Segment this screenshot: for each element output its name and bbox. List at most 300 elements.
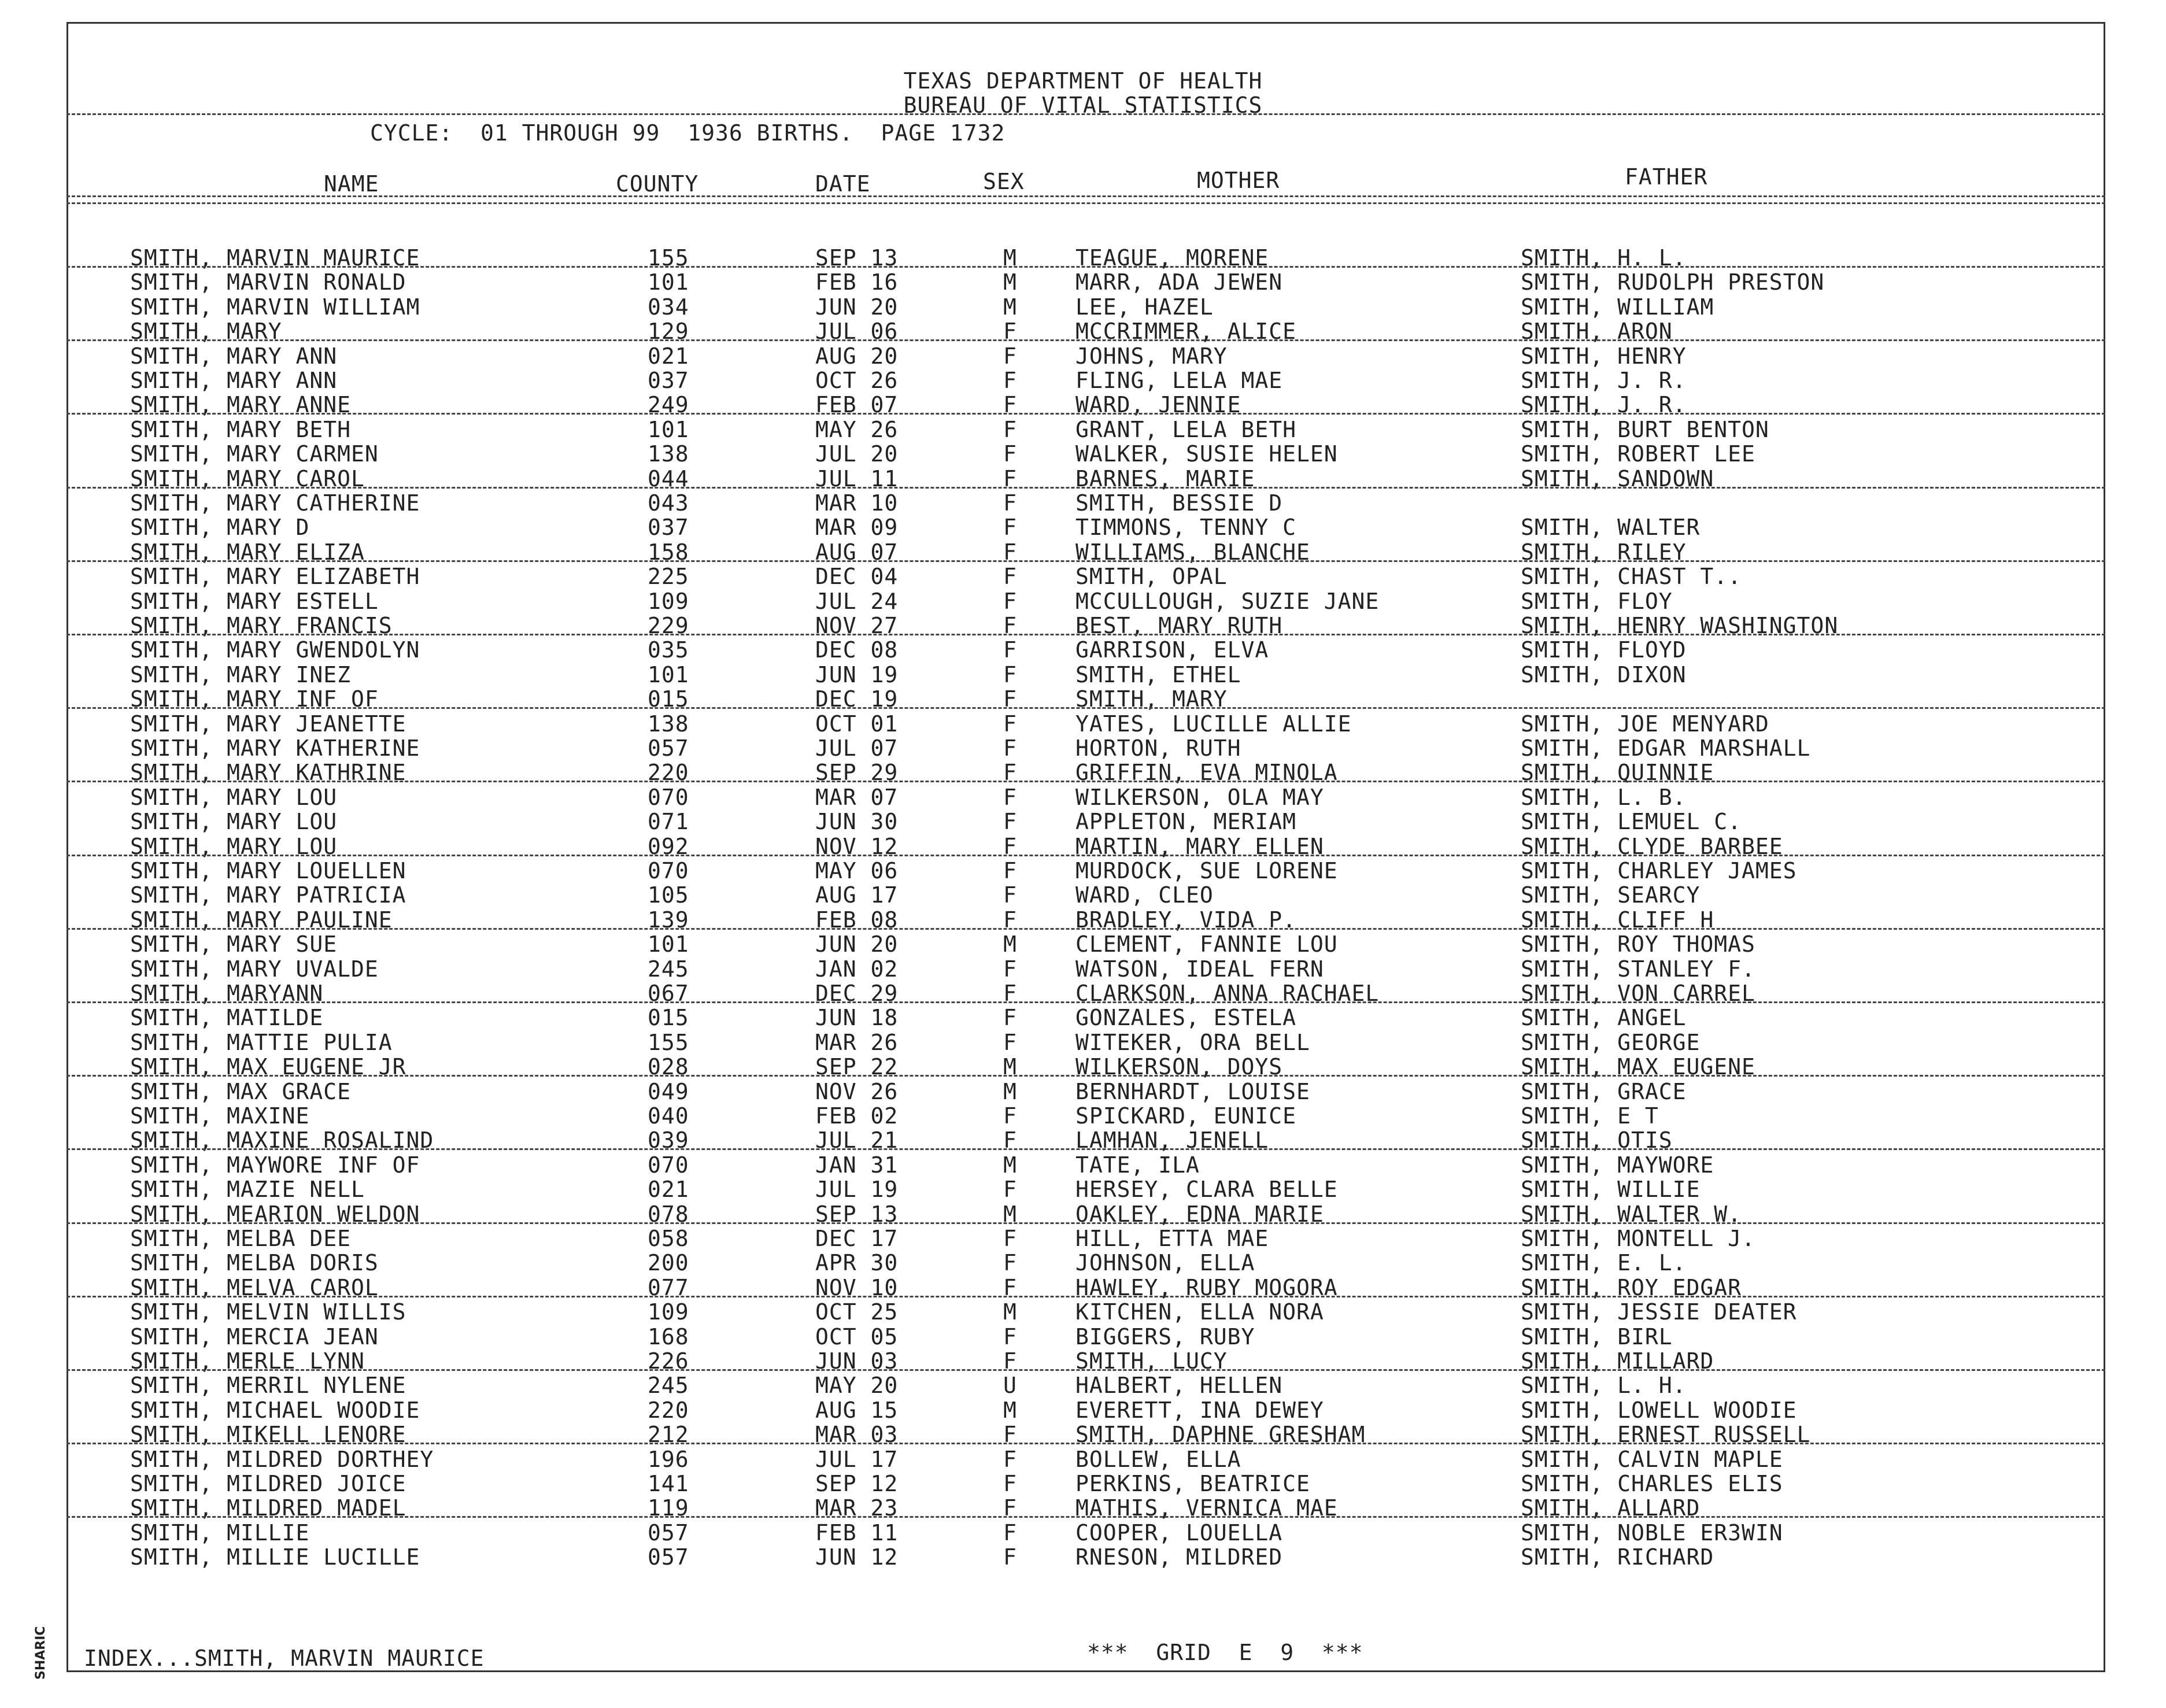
date-cell: NOV 26 — [815, 1079, 899, 1104]
name-cell: SMITH, MARY D — [130, 515, 310, 540]
name-cell: SMITH, MEARION WELDON — [130, 1201, 420, 1227]
county-cell: 015 — [648, 686, 689, 712]
sex-cell: F — [1003, 1226, 1017, 1251]
county-cell: 037 — [648, 515, 689, 540]
date-cell: SEP 12 — [815, 1471, 899, 1496]
father-cell: SMITH, E T — [1521, 1103, 1659, 1129]
row-group-divider — [66, 707, 2105, 709]
date-cell: JUN 12 — [815, 1544, 899, 1570]
sex-cell: M — [1003, 1152, 1017, 1178]
sex-cell: F — [1003, 1127, 1017, 1153]
sex-cell: M — [1003, 245, 1017, 271]
date-cell: JUN 03 — [815, 1348, 899, 1374]
sex-cell: F — [1003, 882, 1017, 908]
county-cell: 155 — [648, 1030, 689, 1055]
grid-footer: *** GRID E 9 *** — [1087, 1640, 1363, 1665]
date-cell: JUL 06 — [815, 319, 899, 344]
date-cell: SEP 29 — [815, 760, 899, 785]
mother-cell: WATSON, IDEAL FERN — [1075, 956, 1324, 982]
father-cell: SMITH, H. L. — [1521, 245, 1687, 271]
mother-cell: EVERETT, INA DEWEY — [1075, 1398, 1324, 1423]
sex-cell: F — [1003, 637, 1017, 663]
sex-cell: F — [1003, 392, 1017, 417]
mother-cell: TIMMONS, TENNY C — [1075, 515, 1297, 540]
sex-cell: F — [1003, 1275, 1017, 1300]
county-cell: 101 — [648, 931, 689, 957]
county-cell: 158 — [648, 539, 689, 565]
mother-cell: JOHNSON, ELLA — [1075, 1250, 1255, 1276]
column-header-sex: SEX — [983, 169, 1025, 194]
table-row — [0, 931, 2166, 956]
mother-cell: BEST, MARY RUTH — [1075, 613, 1283, 638]
father-cell: SMITH, VON CARREL — [1521, 981, 1755, 1006]
name-cell: SMITH, MAXINE — [130, 1103, 310, 1129]
county-cell: 057 — [648, 735, 689, 761]
table-row — [0, 809, 2166, 833]
name-cell: SMITH, MARY ANN — [130, 343, 338, 369]
county-cell: 109 — [648, 1299, 689, 1325]
sex-cell: F — [1003, 319, 1017, 344]
date-cell: JUL 17 — [815, 1447, 899, 1472]
sex-cell: F — [1003, 686, 1017, 712]
mother-cell: APPLETON, MERIAM — [1075, 809, 1297, 834]
mother-cell: GRIFFIN, EVA MINOLA — [1075, 760, 1338, 785]
father-cell: SMITH, DIXON — [1521, 662, 1687, 687]
mother-cell: GRANT, LELA BETH — [1075, 417, 1297, 442]
name-cell: SMITH, MARVIN MAURICE — [130, 245, 420, 271]
county-cell: 035 — [648, 637, 689, 663]
mother-cell: GONZALES, ESTELA — [1075, 1005, 1297, 1030]
county-cell: 040 — [648, 1103, 689, 1129]
mother-cell: MCCRIMMER, ALICE — [1075, 319, 1297, 344]
column-header-father: FATHER — [1625, 164, 1708, 190]
sex-cell: F — [1003, 1447, 1017, 1472]
row-group-divider — [66, 1001, 2105, 1003]
name-cell: SMITH, MARY PATRICIA — [130, 882, 406, 908]
row-group-divider — [66, 487, 2105, 489]
father-cell: SMITH, HENRY — [1521, 343, 1687, 369]
county-cell: 226 — [648, 1348, 689, 1374]
sex-cell: F — [1003, 539, 1017, 565]
father-cell: SMITH, RUDOLPH PRESTON — [1521, 269, 1825, 295]
name-cell: SMITH, MERLE LYNN — [130, 1348, 365, 1374]
father-cell: SMITH, WALTER W. — [1521, 1201, 1742, 1227]
sex-cell: F — [1003, 1324, 1017, 1350]
father-cell: SMITH, SANDOWN — [1521, 466, 1714, 491]
row-group-divider — [66, 266, 2105, 268]
date-cell: JUN 20 — [815, 294, 899, 320]
date-cell: OCT 05 — [815, 1324, 899, 1350]
mother-cell: MCCULLOUGH, SUZIE JANE — [1075, 589, 1380, 614]
header-divider — [66, 113, 2105, 115]
name-cell: SMITH, MELBA DORIS — [130, 1250, 379, 1276]
mother-cell: CLARKSON, ANNA RACHAEL — [1075, 981, 1380, 1006]
name-cell: SMITH, MAX EUGENE JR — [130, 1054, 406, 1079]
date-cell: AUG 20 — [815, 343, 899, 369]
row-group-divider — [66, 855, 2105, 856]
mother-cell: HILL, ETTA MAE — [1075, 1226, 1269, 1251]
father-cell: SMITH, MAYWORE — [1521, 1152, 1714, 1178]
row-group-divider — [66, 339, 2105, 341]
sex-cell: F — [1003, 1177, 1017, 1202]
column-header-mother: MOTHER — [1197, 168, 1280, 193]
sex-cell: F — [1003, 662, 1017, 687]
table-row — [0, 1447, 2166, 1471]
name-cell: SMITH, MARY BETH — [130, 417, 352, 442]
mother-cell: WITEKER, ORA BELL — [1075, 1030, 1310, 1055]
sex-cell: M — [1003, 294, 1017, 320]
date-cell: AUG 17 — [815, 882, 899, 908]
mother-cell: SMITH, ETHEL — [1075, 662, 1241, 687]
sex-cell: M — [1003, 1398, 1017, 1423]
father-cell: SMITH, CLIFF H — [1521, 907, 1714, 933]
name-cell: SMITH, MARY FRANCIS — [130, 613, 393, 638]
father-cell: SMITH, LOWELL WOODIE — [1521, 1398, 1797, 1423]
county-cell: 058 — [648, 1226, 689, 1251]
county-cell: 245 — [648, 1373, 689, 1398]
date-cell: MAR 23 — [815, 1495, 899, 1521]
cycle-line: CYCLE: 01 THROUGH 99 1936 BIRTHS. PAGE 1732 — [370, 120, 1006, 146]
table-row — [0, 1103, 2166, 1127]
sex-cell: F — [1003, 735, 1017, 761]
name-cell: SMITH, MERRIL NYLENE — [130, 1373, 406, 1398]
father-cell: SMITH, L. H. — [1521, 1373, 1687, 1398]
mother-cell: WILKERSON, OLA MAY — [1075, 785, 1324, 810]
sex-cell: F — [1003, 1471, 1017, 1496]
name-cell: SMITH, MARY ANNE — [130, 392, 352, 417]
row-group-divider — [66, 560, 2105, 562]
county-cell: 067 — [648, 981, 689, 1006]
father-cell: SMITH, SEARCY — [1521, 882, 1701, 908]
name-cell: SMITH, MAXINE ROSALIND — [130, 1127, 434, 1153]
mother-cell: WARD, CLEO — [1075, 882, 1214, 908]
sex-cell: F — [1003, 1005, 1017, 1030]
mother-cell: BIGGERS, RUBY — [1075, 1324, 1255, 1350]
date-cell: DEC 19 — [815, 686, 899, 712]
father-cell: SMITH, STANLEY F. — [1521, 956, 1755, 982]
sex-cell: U — [1003, 1373, 1017, 1398]
date-cell: SEP 13 — [815, 245, 899, 271]
table-row — [0, 735, 2166, 760]
date-cell: MAY 06 — [815, 858, 899, 883]
date-cell: JUN 20 — [815, 931, 899, 957]
father-cell: SMITH, ARON — [1521, 319, 1673, 344]
county-cell: 078 — [648, 1201, 689, 1227]
father-cell: SMITH, LEMUEL C. — [1521, 809, 1742, 834]
name-cell: SMITH, MARY LOU — [130, 809, 338, 834]
mother-cell: MARR, ADA JEWEN — [1075, 269, 1283, 295]
mother-cell: SPICKARD, EUNICE — [1075, 1103, 1297, 1129]
county-cell: 225 — [648, 564, 689, 589]
county-cell: 220 — [648, 1398, 689, 1423]
row-group-divider — [66, 781, 2105, 782]
name-cell: SMITH, MARY — [130, 319, 282, 344]
row-group-divider — [66, 1516, 2105, 1518]
sex-cell: F — [1003, 490, 1017, 516]
father-cell: SMITH, ROBERT LEE — [1521, 441, 1755, 467]
mother-cell: HORTON, RUTH — [1075, 735, 1241, 761]
table-row — [0, 1324, 2166, 1348]
county-cell: 034 — [648, 294, 689, 320]
name-cell: SMITH, MAYWORE INF OF — [130, 1152, 420, 1178]
name-cell: SMITH, MARY KATHERINE — [130, 735, 420, 761]
sex-cell: F — [1003, 981, 1017, 1006]
father-cell: SMITH, BURT BENTON — [1521, 417, 1769, 442]
row-group-divider — [66, 1222, 2105, 1224]
date-cell: JUN 30 — [815, 809, 899, 834]
county-cell: 155 — [648, 245, 689, 271]
name-cell: SMITH, MARY ANN — [130, 368, 338, 393]
mother-cell: TATE, ILA — [1075, 1152, 1200, 1178]
date-cell: APR 30 — [815, 1250, 899, 1276]
county-cell: 070 — [648, 1152, 689, 1178]
county-cell: 092 — [648, 834, 689, 859]
sex-cell: F — [1003, 441, 1017, 467]
date-cell: MAY 26 — [815, 417, 899, 442]
date-cell: OCT 26 — [815, 368, 899, 393]
table-row — [0, 1299, 2166, 1323]
date-cell: NOV 10 — [815, 1275, 899, 1300]
county-cell: 138 — [648, 441, 689, 467]
name-cell: SMITH, MARY CAROL — [130, 466, 365, 491]
name-cell: SMITH, MICHAEL WOODIE — [130, 1398, 420, 1423]
mother-cell: PERKINS, BEATRICE — [1075, 1471, 1310, 1496]
table-row — [0, 662, 2166, 686]
column-header-county: COUNTY — [616, 171, 699, 197]
father-cell: SMITH, GRACE — [1521, 1079, 1687, 1104]
county-cell: 057 — [648, 1544, 689, 1570]
county-cell: 105 — [648, 882, 689, 908]
mother-cell: YATES, LUCILLE ALLIE — [1075, 711, 1352, 737]
date-cell: MAR 03 — [815, 1422, 899, 1447]
table-row — [0, 368, 2166, 392]
table-row — [0, 1226, 2166, 1250]
sex-cell: F — [1003, 1250, 1017, 1276]
sex-cell: F — [1003, 368, 1017, 393]
name-cell: SMITH, MATILDE — [130, 1005, 324, 1030]
county-cell: 139 — [648, 907, 689, 933]
mother-cell: SMITH, OPAL — [1075, 564, 1228, 589]
row-group-divider — [66, 1148, 2105, 1150]
father-cell: SMITH, JESSIE DEATER — [1521, 1299, 1797, 1325]
county-cell: 043 — [648, 490, 689, 516]
father-cell: SMITH, E. L. — [1521, 1250, 1687, 1276]
table-row — [0, 858, 2166, 882]
mother-cell: COOPER, LOUELLA — [1075, 1520, 1283, 1546]
mother-cell: BOLLEW, ELLA — [1075, 1447, 1241, 1472]
mother-cell: WILKERSON, DOYS — [1075, 1054, 1283, 1079]
sex-cell: F — [1003, 834, 1017, 859]
sex-cell: F — [1003, 1520, 1017, 1546]
row-group-divider — [66, 928, 2105, 930]
county-cell: 119 — [648, 1495, 689, 1521]
county-cell: 037 — [648, 368, 689, 393]
mother-cell: LAMHAN, JENELL — [1075, 1127, 1269, 1153]
sex-cell: F — [1003, 711, 1017, 737]
father-cell: SMITH, GEORGE — [1521, 1030, 1701, 1055]
table-row — [0, 1177, 2166, 1201]
table-row — [0, 1005, 2166, 1029]
sex-cell: F — [1003, 613, 1017, 638]
father-cell: SMITH, OTIS — [1521, 1127, 1673, 1153]
date-cell: OCT 25 — [815, 1299, 899, 1325]
date-cell: JUL 20 — [815, 441, 899, 467]
table-row — [0, 269, 2166, 294]
date-cell: DEC 29 — [815, 981, 899, 1006]
father-cell: SMITH, ANGEL — [1521, 1005, 1687, 1030]
sex-cell: F — [1003, 1422, 1017, 1447]
county-cell: 057 — [648, 1520, 689, 1546]
county-cell: 071 — [648, 809, 689, 834]
county-cell: 245 — [648, 956, 689, 982]
row-group-divider — [66, 1443, 2105, 1444]
mother-cell: MARTIN, MARY ELLEN — [1075, 834, 1324, 859]
sex-cell: F — [1003, 466, 1017, 491]
table-row — [0, 441, 2166, 465]
sex-cell: F — [1003, 589, 1017, 614]
mother-cell: TEAGUE, MORENE — [1075, 245, 1269, 271]
mother-cell: MURDOCK, SUE LORENE — [1075, 858, 1338, 883]
date-cell: SEP 22 — [815, 1054, 899, 1079]
father-cell: SMITH, J. R. — [1521, 368, 1687, 393]
name-cell: SMITH, MARY LOUELLEN — [130, 858, 406, 883]
name-cell: SMITH, MILDRED MADEL — [130, 1495, 406, 1521]
date-cell: FEB 02 — [815, 1103, 899, 1129]
county-cell: 028 — [648, 1054, 689, 1079]
name-cell: SMITH, MILDRED DORTHEY — [130, 1447, 434, 1472]
mother-cell: HERSEY, CLARA BELLE — [1075, 1177, 1338, 1202]
mother-cell: BERNHARDT, LOUISE — [1075, 1079, 1310, 1104]
father-cell: SMITH, FLOYD — [1521, 637, 1687, 663]
table-row — [0, 637, 2166, 661]
row-group-divider — [66, 634, 2105, 635]
table-row — [0, 1250, 2166, 1274]
county-cell: 039 — [648, 1127, 689, 1153]
county-cell: 220 — [648, 760, 689, 785]
county-cell: 070 — [648, 785, 689, 810]
father-cell: SMITH, NOBLE ER3WIN — [1521, 1520, 1783, 1546]
bureau-title: BUREAU OF VITAL STATISTICS — [903, 93, 1263, 118]
table-row — [0, 515, 2166, 539]
sex-cell: F — [1003, 564, 1017, 589]
date-cell: DEC 17 — [815, 1226, 899, 1251]
table-row — [0, 417, 2166, 441]
mother-cell: BARNES, MARIE — [1075, 466, 1255, 491]
county-cell: 101 — [648, 269, 689, 295]
father-cell: SMITH, MONTELL J. — [1521, 1226, 1755, 1251]
county-cell: 138 — [648, 711, 689, 737]
row-group-divider — [66, 1075, 2105, 1077]
date-cell: MAR 10 — [815, 490, 899, 516]
mother-cell: FLING, LELA MAE — [1075, 368, 1283, 393]
index-footer: INDEX...SMITH, MARVIN MAURICE — [84, 1646, 485, 1671]
father-cell: SMITH, QUINNIE — [1521, 760, 1714, 785]
county-cell: 101 — [648, 417, 689, 442]
sex-cell: M — [1003, 931, 1017, 957]
county-cell: 212 — [648, 1422, 689, 1447]
date-cell: MAY 20 — [815, 1373, 899, 1398]
sex-cell: F — [1003, 785, 1017, 810]
county-cell: 249 — [648, 392, 689, 417]
county-cell: 229 — [648, 613, 689, 638]
name-cell: SMITH, MARY KATHRINE — [130, 760, 406, 785]
mother-cell: SMITH, LUCY — [1075, 1348, 1228, 1374]
date-cell: JUN 19 — [815, 662, 899, 687]
mother-cell: RNESON, MILDRED — [1075, 1544, 1283, 1570]
row-group-divider — [66, 1296, 2105, 1297]
date-cell: MAR 07 — [815, 785, 899, 810]
sex-cell: F — [1003, 858, 1017, 883]
name-cell: SMITH, MAZIE NELL — [130, 1177, 365, 1202]
date-cell: SEP 13 — [815, 1201, 899, 1227]
father-cell: SMITH, J. R. — [1521, 392, 1687, 417]
table-row — [0, 882, 2166, 907]
father-cell: SMITH, WILLIE — [1521, 1177, 1701, 1202]
mother-cell: CLEMENT, FANNIE LOU — [1075, 931, 1338, 957]
name-cell: SMITH, MARY ELIZA — [130, 539, 365, 565]
father-cell: SMITH, CHARLEY JAMES — [1521, 858, 1797, 883]
sex-cell: F — [1003, 809, 1017, 834]
row-group-divider — [66, 413, 2105, 415]
county-cell: 129 — [648, 319, 689, 344]
sex-cell: F — [1003, 515, 1017, 540]
name-cell: SMITH, MILLIE — [130, 1520, 310, 1546]
name-cell: SMITH, MELBA DEE — [130, 1226, 352, 1251]
father-cell: SMITH, ROY THOMAS — [1521, 931, 1755, 957]
sex-cell: F — [1003, 907, 1017, 933]
county-cell: 196 — [648, 1447, 689, 1472]
name-cell: SMITH, MARY CATHERINE — [130, 490, 420, 516]
table-row — [0, 956, 2166, 981]
date-cell: JUN 18 — [815, 1005, 899, 1030]
sex-cell: F — [1003, 956, 1017, 982]
father-cell: SMITH, CHARLES ELIS — [1521, 1471, 1783, 1496]
table-row — [0, 785, 2166, 809]
table-row — [0, 589, 2166, 613]
sex-cell: M — [1003, 1299, 1017, 1325]
column-header-underline — [66, 195, 2105, 197]
father-cell: SMITH, JOE MENYARD — [1521, 711, 1769, 737]
county-cell: 021 — [648, 343, 689, 369]
date-cell: DEC 08 — [815, 637, 899, 663]
name-cell: SMITH, MAX GRACE — [130, 1079, 352, 1104]
county-cell: 200 — [648, 1250, 689, 1276]
column-header-divider — [66, 202, 2105, 204]
mother-cell: MATHIS, VERNICA MAE — [1075, 1495, 1338, 1521]
date-cell: DEC 04 — [815, 564, 899, 589]
mother-cell: OAKLEY, EDNA MARIE — [1075, 1201, 1324, 1227]
table-row — [0, 1544, 2166, 1569]
father-cell: SMITH, MILLARD — [1521, 1348, 1714, 1374]
county-cell: 101 — [648, 662, 689, 687]
county-cell: 015 — [648, 1005, 689, 1030]
mother-cell: WALKER, SUSIE HELEN — [1075, 441, 1338, 467]
name-cell: SMITH, MILLIE LUCILLE — [130, 1544, 420, 1570]
name-cell: SMITH, MIKELL LENORE — [130, 1422, 406, 1447]
sex-cell: M — [1003, 1054, 1017, 1079]
name-cell: SMITH, MARY SUE — [130, 931, 338, 957]
county-cell: 021 — [648, 1177, 689, 1202]
name-cell: SMITH, MELVIN WILLIS — [130, 1299, 406, 1325]
date-cell: FEB 16 — [815, 269, 899, 295]
father-cell: SMITH, CHAST T.. — [1521, 564, 1742, 589]
mother-cell: HAWLEY, RUBY MOGORA — [1075, 1275, 1338, 1300]
table-row — [0, 564, 2166, 588]
sex-cell: M — [1003, 269, 1017, 295]
name-cell: SMITH, MARY UVALDE — [130, 956, 379, 982]
father-cell: SMITH, ALLARD — [1521, 1495, 1701, 1521]
date-cell: NOV 27 — [815, 613, 899, 638]
